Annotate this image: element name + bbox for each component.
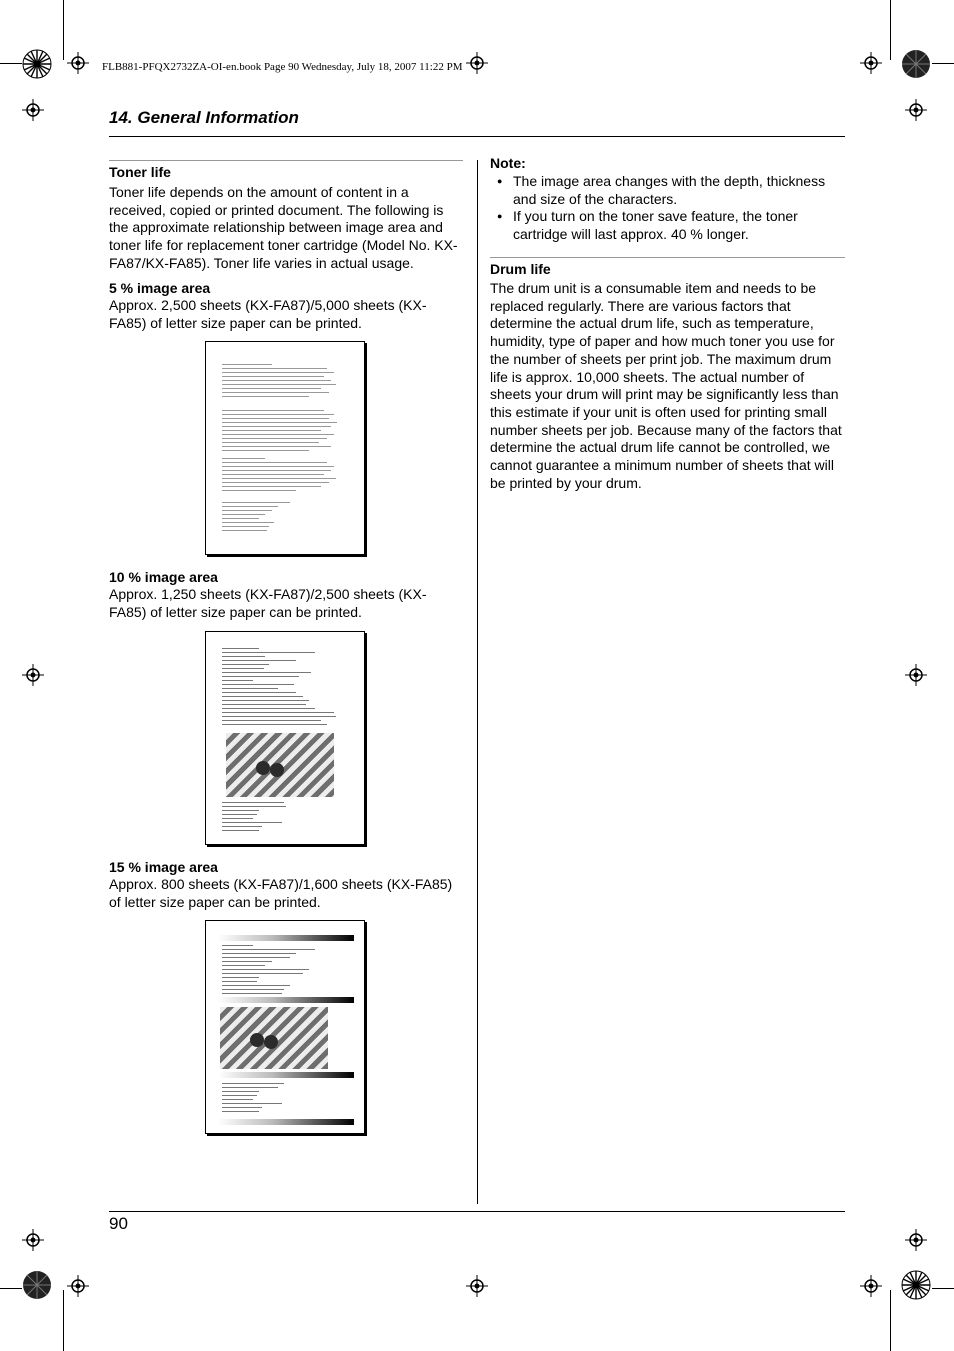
image-10-body: Approx. 1,250 sheets (KX-FA87)/2,500 sheets (KX-FA85) of letter size paper can be printed. bbox=[109, 586, 427, 620]
crop-line bbox=[63, 0, 64, 60]
footer-rule bbox=[109, 1211, 845, 1212]
registration-crosshair-icon bbox=[905, 664, 927, 686]
crop-line bbox=[0, 1288, 22, 1289]
registration-crosshair-icon bbox=[22, 664, 44, 686]
registration-crosshair-icon bbox=[905, 99, 927, 121]
image-15-body: Approx. 800 sheets (KX-FA87)/1,600 sheets (KX-FA85) of letter size paper can be printed. bbox=[109, 876, 453, 910]
section-rule bbox=[109, 160, 463, 161]
registration-crosshair-icon bbox=[22, 1229, 44, 1251]
sample-photo bbox=[226, 733, 334, 797]
crop-line bbox=[0, 63, 22, 64]
toner-life-heading: Toner life bbox=[109, 164, 171, 180]
note-item: ● If you turn on the toner save feature, the toner cartridge will last approx. 40 % longer. bbox=[490, 208, 845, 243]
book-header: FLB881-PFQX2732ZA-OI-en.book Page 90 Wednesday, July 18, 2007 11:22 PM bbox=[102, 61, 463, 73]
image-10-heading: 10 % image area bbox=[109, 569, 218, 585]
color-rosette-icon bbox=[901, 1270, 931, 1300]
note-heading: Note: bbox=[490, 155, 526, 171]
color-rosette-icon bbox=[22, 49, 52, 79]
registration-crosshair-icon bbox=[860, 1275, 882, 1297]
drum-life-heading: Drum life bbox=[490, 261, 551, 277]
crop-line bbox=[890, 0, 891, 60]
section-rule bbox=[490, 257, 845, 258]
crop-line bbox=[63, 1290, 64, 1351]
drum-life-body: The drum unit is a consumable item and needs to be replaced regularly. There are various factors that determine the actual drum life, such as temperature, humidity, type of paper and how much toner you use for the number of sheets per print job. The maximum drum life is approx. 10,000 sheets. The actual number of sheets your drum will print may be significantly less than this estimate if your unit is often used for printing small number sheets per job. Because many of the factors that determine the actual drum life cannot be controlled, we cannot guarantee a minimum number of sheets that will be printed by your drum. bbox=[490, 280, 842, 491]
color-rosette-icon bbox=[22, 1270, 52, 1300]
note-list bbox=[490, 173, 845, 244]
image-5-heading: 5 % image area bbox=[109, 280, 211, 296]
registration-crosshair-icon bbox=[466, 52, 488, 74]
crop-line bbox=[932, 63, 954, 64]
registration-crosshair-icon bbox=[67, 1275, 89, 1297]
toner-life-body: Toner life depends on the amount of content in a received, copied or printed document. The following is the approximate relationship between image area and toner life for replacement toner cartridge (Model No. KX-FA87/KX-FA85). Toner life varies in actual usage. bbox=[109, 184, 458, 271]
column-divider bbox=[477, 160, 478, 1204]
registration-crosshair-icon bbox=[22, 99, 44, 121]
sample-page-5-percent bbox=[205, 341, 365, 555]
registration-crosshair-icon bbox=[466, 1275, 488, 1297]
note-item: ● The image area changes with the depth, thickness and size of the characters. bbox=[490, 173, 845, 208]
color-rosette-icon bbox=[901, 49, 931, 79]
sample-photo bbox=[220, 1007, 328, 1069]
page-number: 90 bbox=[109, 1214, 128, 1233]
registration-crosshair-icon bbox=[905, 1229, 927, 1251]
registration-crosshair-icon bbox=[67, 52, 89, 74]
header-rule bbox=[109, 136, 845, 137]
image-5-body: Approx. 2,500 sheets (KX-FA87)/5,000 sheets (KX-FA85) of letter size paper can be printed. bbox=[109, 297, 427, 331]
crop-line bbox=[932, 1288, 954, 1289]
sample-page-10-percent bbox=[205, 631, 365, 845]
image-15-heading: 15 % image area bbox=[109, 859, 218, 875]
crop-line bbox=[890, 1290, 891, 1351]
registration-crosshair-icon bbox=[860, 52, 882, 74]
chapter-title: 14. General Information bbox=[109, 108, 299, 127]
sample-page-15-percent bbox=[205, 920, 365, 1134]
